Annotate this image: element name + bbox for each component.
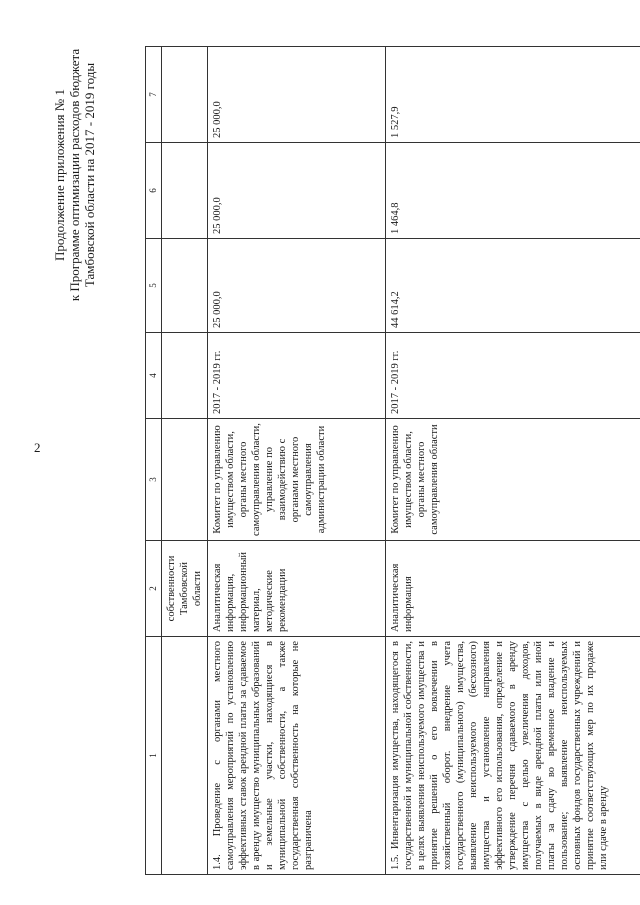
- value-2017-cell: 25 000,0: [208, 239, 386, 333]
- column-number: 6: [146, 143, 162, 239]
- table-cell: [162, 333, 208, 419]
- column-number: 5: [146, 239, 162, 333]
- period-cell: 2017 - 2019 гг.: [386, 333, 640, 419]
- column-number: 1: [146, 637, 162, 875]
- table-row-continuation: [162, 47, 208, 875]
- table-cell: [162, 239, 208, 333]
- result-cell: Аналитическая информация, информационный материал, методические рекомендации: [208, 541, 386, 637]
- table-cell: [162, 47, 208, 143]
- value-2018-cell: 25 000,0: [208, 143, 386, 239]
- page-number: 2: [34, 440, 41, 455]
- column-number: 3: [146, 419, 162, 541]
- header-line-3: Тамбовской области на 2017 - 2019 годы: [82, 62, 97, 288]
- value-2017-cell: 44 614,2: [386, 239, 640, 333]
- table-row: [208, 47, 386, 875]
- measure-cell: 1.4. Проведение с органами местного самоуправления мероприятий по установлению эффективных ставок арендной платы за сдаваемое в аренду имущество муниципальных образований и земельные участки, находящиеся в муниципальной собственности, а также государственная собственность на которые не разграничена: [208, 637, 386, 875]
- column-number: 2: [146, 541, 162, 637]
- header-line-1: Продолжение приложения № 1: [52, 89, 67, 261]
- header-line-2: к Программе оптимизации расходов бюджета: [67, 48, 82, 302]
- rotated-page-content: [30, 25, 630, 875]
- measure-cell: 1.5. Инвентаризация имущества, находящегося в государственной и муниципальной собственности, в целях выявления неиспользуемого имущества и принятие решений о его вовлечении в хозяйственный оборот. внедрение учета государственного (муниципального) имущества, выявление неиспользуемого (бесхозного) имущества и установление направления эффективного его использования, определение и утверждение перечня сдаваемого в аренду имущества с целью увеличения доходов, получаемых в виде арендной платы или иной платы за сдачу во временное владение и пользование; выявление неиспользуемых основных фондов государственных учреждений и принятие соответствующих мер по их продаже или сдаче в аренду: [386, 637, 640, 875]
- column-number: 7: [146, 47, 162, 143]
- result-cell: Аналитическая информация: [386, 541, 640, 637]
- value-2019-cell: 1 527,9: [386, 47, 640, 143]
- value-2019-cell: 25 000,0: [208, 47, 386, 143]
- table-cell: [162, 419, 208, 541]
- column-number-row: [146, 47, 162, 875]
- period-cell: 2017 - 2019 гг.: [208, 333, 386, 419]
- table-cell: [162, 637, 208, 875]
- column-number: 4: [146, 333, 162, 419]
- value-2018-cell: 1 464,8: [386, 143, 640, 239]
- appendix-header: [52, 35, 97, 315]
- optimization-table: [145, 46, 640, 875]
- responsible-cell: Комитет по управлению имуществом области, органы местного самоуправления области: [386, 419, 640, 541]
- result-cell-continuation: собственности Тамбовской области: [162, 541, 208, 637]
- responsible-cell: Комитет по управлению имуществом области, органы местного самоуправления области, управление по взаимодействию с органами местного самоуправления администрации области: [208, 419, 386, 541]
- table-cell: [162, 143, 208, 239]
- table-row: [386, 47, 640, 875]
